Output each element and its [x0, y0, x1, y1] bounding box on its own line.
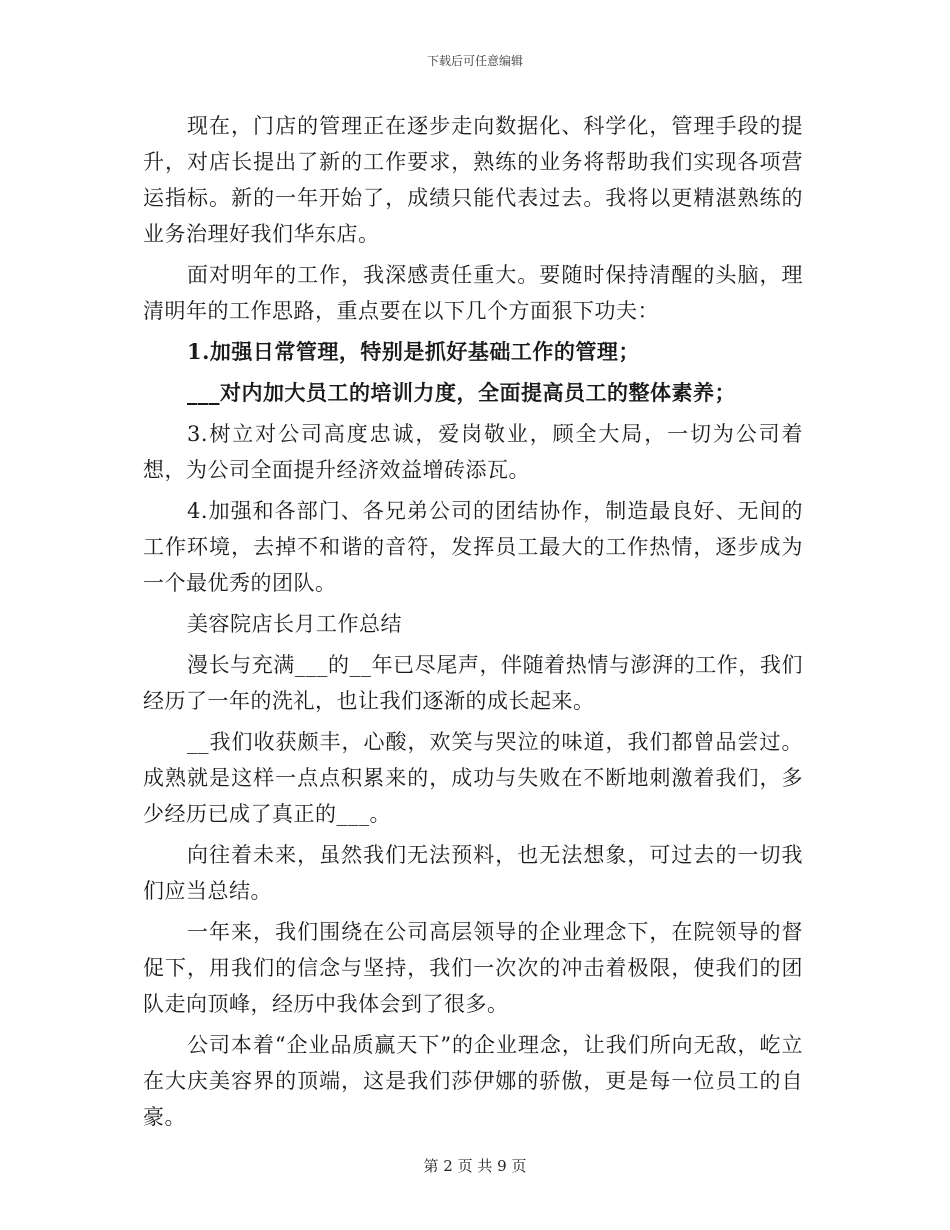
paragraph-company-philosophy: 公司本着“企业品质赢天下”的企业理念，让我们所向无敌，屹立在大庆美容界的顶端，这是我们莎伊娜的骄傲，更是每一位员工的自豪。	[143, 1033, 803, 1129]
page-number: 第 2 页 共 9 页	[423, 1157, 527, 1175]
list-item-4: 4.加强和各部门、各兄弟公司的团结协作，制造最良好、无间的工作环境，去掉不和谐的音符，发挥员工最大的工作热情，逐步成为一个最优秀的团队。	[143, 499, 803, 595]
paragraph-next-year-work: 面对明年的工作，我深感责任重大。要随时保持清醒的头脑，理清明年的工作思路，重点要在以下几个方面狠下功夫：	[143, 263, 803, 323]
list-item-2: ___对内加大员工的培训力度，全面提高员工的整体素养；	[187, 380, 736, 405]
paragraph-harvest: __我们收获颇丰，心酸，欢笑与哭泣的味道，我们都曾品尝过。成熟就是这样一点点积累来的，成功与失败在不断地刺激着我们，多少经历已成了真正的___。	[143, 730, 803, 826]
page-header: 下载后可任意编辑	[426, 54, 523, 68]
paragraph-year-summary: 一年来，我们围绕在公司高层领导的企业理念下，在院领导的督促下，用我们的信念与坚持，我们一次次的冲击着极限，使我们的团队走向顶峰，经历中我体会到了很多。	[143, 920, 803, 1016]
paragraph-store-management: 现在，门店的管理正在逐步走向数据化、科学化，管理手段的提升，对店长提出了新的工作要求，熟练的业务将帮助我们实现各项营运指标。新的一年开始了，成绩只能代表过去。我将以更精湛熟练的业务治理好我们华东店。	[143, 114, 803, 246]
list-item-1: 1.加强日常管理，特别是抓好基础工作的管理；	[187, 339, 640, 364]
list-item-3: 3.树立对公司高度忠诚，爱岗敬业，顾全大局，一切为公司着想，为公司全面提升经济效益增砖添瓦。	[143, 422, 803, 482]
document-body	[143, 108, 803, 1140]
section-title: 美容院店长月工作总结	[187, 612, 402, 636]
paragraph-year-review: 漫长与充满___的__年已尽尾声，伴随着热情与澎湃的工作，我们经历了一年的洗礼，也让我们逐渐的成长起来。	[143, 653, 803, 713]
paragraph-future: 向往着未来，虽然我们无法预料，也无法想象，可过去的一切我们应当总结。	[143, 843, 803, 903]
